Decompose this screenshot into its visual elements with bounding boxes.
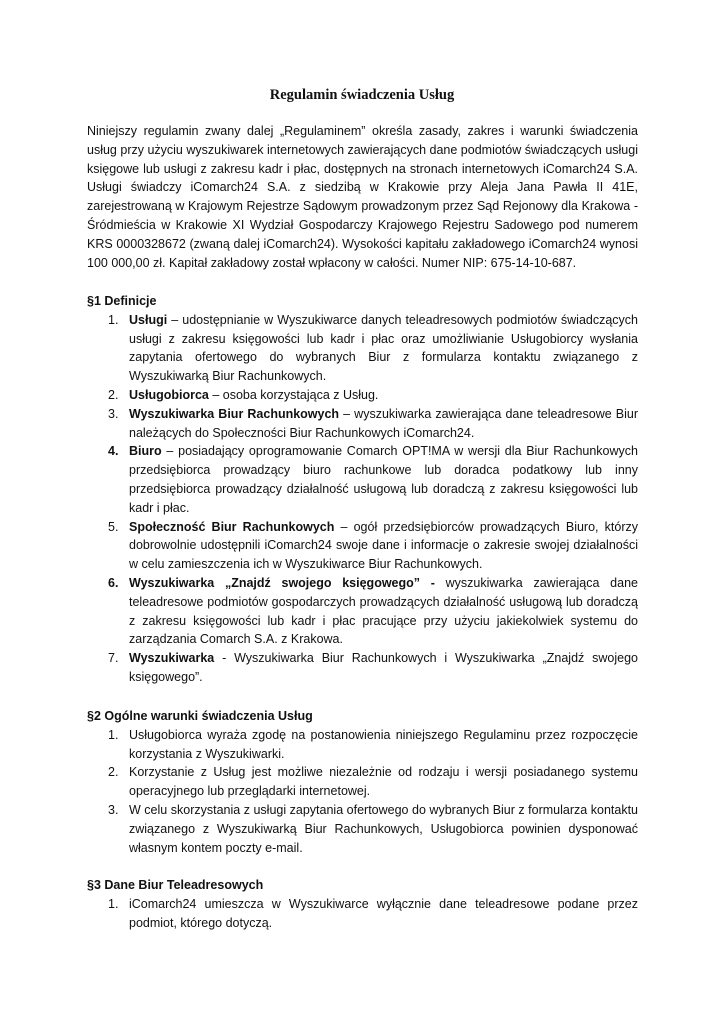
conditions-list <box>87 726 638 858</box>
definition-text: – wyszukiwarka zawierająca dane teleadresowe Biur należących do Społeczności Biur Rachunkowych iComarch24. <box>129 406 638 440</box>
item-number: 1. <box>108 312 119 327</box>
definition-term: Usługobiorca <box>129 387 209 402</box>
item-number: 2. <box>108 765 119 780</box>
address-data-list <box>87 895 638 933</box>
list-item <box>87 442 638 517</box>
section-general-conditions <box>87 707 638 857</box>
list-item <box>87 405 638 443</box>
item-number: 1. <box>108 727 119 742</box>
definition-term: Wyszukiwarka <box>129 651 215 666</box>
item-number: 7. <box>108 651 119 666</box>
intro-paragraph: Niniejszy regulamin zwany dalej „Regulaminem” określa zasady, zakres i warunki świadczenia usług przy użyciu wyszukiwarek internetowych zawierających dane podmiotów świadczących usługi księgowe lub usługi z zakresu kadr i płac, dostępnych na stronach internetowych iComarch24 S.A. Usługi świadczy iComarch24 S.A. z siedzibą w Krakowie przy Aleja Jana Pawła II 41E, zarejestrowaną w Krajowym Rejestrze Sądowym prowadzonym przez Sąd Rejonowy dla Krakowa - Śródmieścia w Krakowie XI Wydział Gospodarczy Krajowego Rejestru Sadowego pod numerem KRS 0000328672 (zwaną dalej iComarch24). Wysokości kapitału zakładowego iComarch24 wynosi 100 000,00 zł. Kapitał zakładowy został wpłacony w całości. Numer NIP: 675-14-10-687. <box>87 124 638 270</box>
section-address-data <box>87 876 638 932</box>
list-item <box>87 801 638 857</box>
list-item <box>87 763 638 801</box>
list-item <box>87 386 638 405</box>
definition-term: Biuro <box>129 444 162 459</box>
section-title: §1 Definicje <box>87 294 157 308</box>
section-definitions <box>87 292 638 687</box>
item-text: iComarch24 umieszcza w Wyszukiwarce wyłącznie dane teleadresowe podane przez podmiot, którego dotyczą. <box>129 896 638 930</box>
section-title: §2 Ogólne warunki świadczenia Usług <box>87 709 313 723</box>
definitions-list <box>87 311 638 687</box>
list-item <box>87 726 638 764</box>
definition-text: - Wyszukiwarka Biur Rachunkowych i Wyszukiwarka „Znajdź swojego księgowego”. <box>129 651 638 684</box>
item-number: 4. <box>108 444 119 459</box>
item-number: 6. <box>108 575 119 590</box>
definition-term: Wyszukiwarka Biur Rachunkowych <box>129 406 340 421</box>
list-item <box>87 574 638 649</box>
item-text: Usługobiorca wyraża zgodę na postanowienia niniejszego Regulaminu przez rozpoczęcie korzystania z Wyszukiwarki. <box>129 727 638 761</box>
item-text: Korzystanie z Usług jest możliwe niezależnie od rodzaju i wersji posiadanego systemu operacyjnego lub przeglądarki internetowej. <box>129 765 638 799</box>
item-number: 3. <box>108 406 119 421</box>
definition-term: Usługi <box>129 312 168 327</box>
section-title: §3 Dane Biur Teleadresowych <box>87 878 264 892</box>
definition-term: Społeczność Biur Rachunkowych <box>129 519 335 534</box>
item-text: W celu skorzystania z usługi zapytania ofertowego do wybranych Biur z formularza kontaktu związanego z Wyszukiwarką Biur Rachunkowych, Usługobiorca powinien dysponować własnym kontem poczty e-mail. <box>129 802 638 855</box>
list-item <box>87 895 638 933</box>
item-number: 2. <box>108 387 119 402</box>
definition-text: wyszukiwarka zawierająca dane teleadresowe podmiotów gospodarczych prowadzących działalność usługową lub doradczą z zakresu księgowości lub kadr i płac pracujące przy użyciu jakiekolwiek systemu do zarządzania Comarch S.A. z Krakowa. <box>129 575 638 647</box>
definition-text: – posiadający oprogramowanie Comarch OPT!MA w wersji dla Biur Rachunkowych przedsiębiorca prowadzący biuro rachunkowe lub doradca podatkowy lub inny przedsiębiorca prowadzący działalność usługową lub doradczą z zakresu księgowości lub kadr i płac. <box>129 444 638 515</box>
list-item <box>87 311 638 386</box>
item-number: 3. <box>108 802 119 817</box>
document-title: Regulamin świadczenia Usług <box>269 87 455 103</box>
definition-text: – osoba korzystająca z Usług. <box>208 387 379 402</box>
list-item <box>87 518 638 574</box>
definition-text: – ogół przedsiębiorców prowadzących Biuro, którzy dobrowolnie udostępnili iComarch24 swoje dane i informacje o zakresie swojej działalności w celu zamieszczenia ich w Wyszukiwarce Biur Rachunkowych. <box>129 519 638 572</box>
definition-term: Wyszukiwarka „Znajdź swojego księgowego” - <box>129 575 435 590</box>
definition-text: – udostępnianie w Wyszukiwarce danych teleadresowych podmiotów świadczących usługi z zakresu księgowości lub kadr i płac oraz umożliwianie Usługobiorcy wysłania zapytania ofertowego do wybranych Biur z formularza kontaktu związanego z Wyszukiwarką Biur Rachunkowych. <box>129 312 638 384</box>
item-number: 5. <box>108 519 119 534</box>
item-number: 1. <box>108 896 119 911</box>
list-item <box>87 649 638 687</box>
